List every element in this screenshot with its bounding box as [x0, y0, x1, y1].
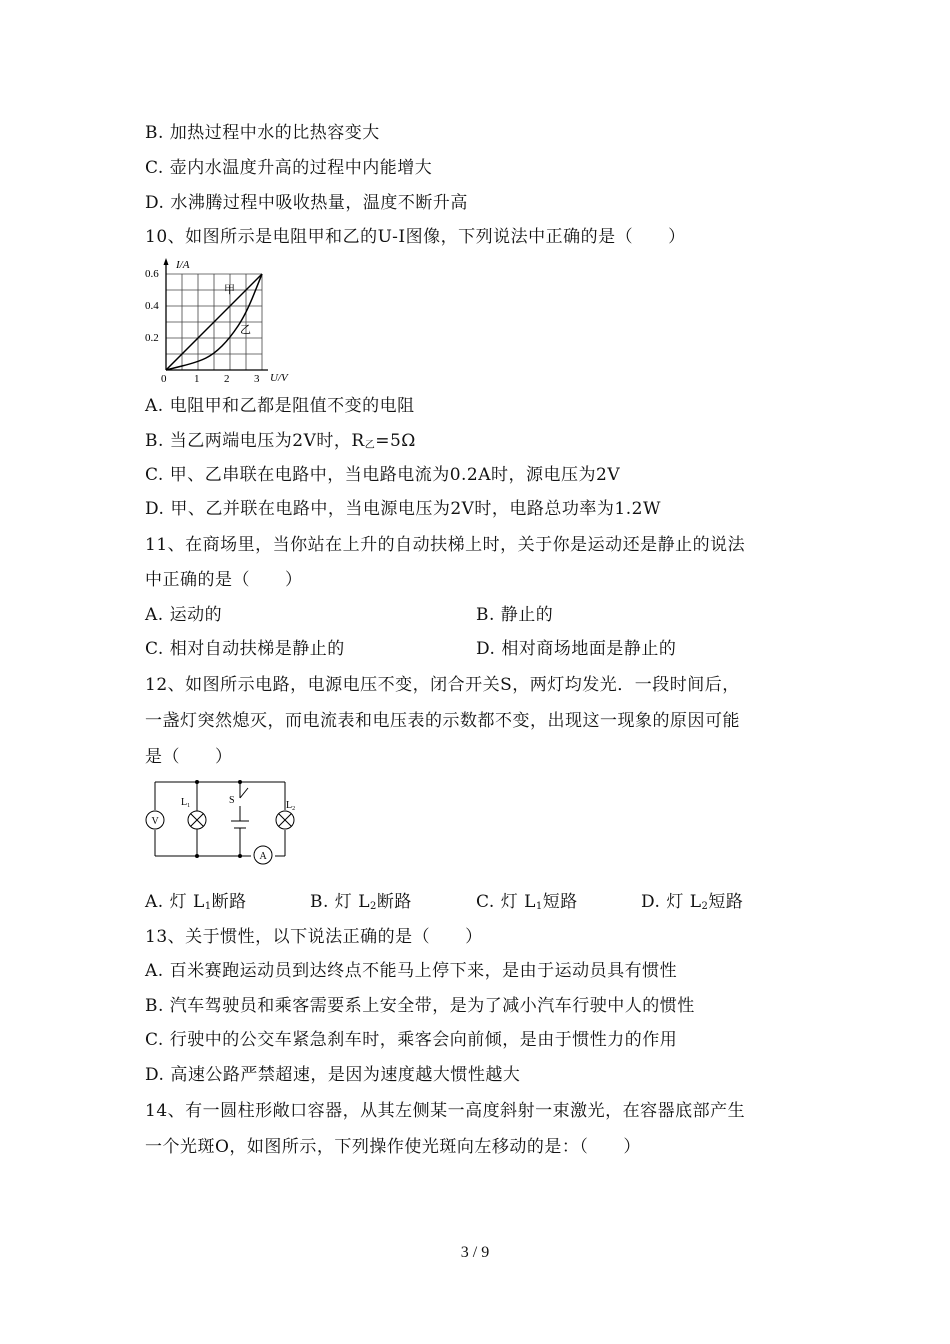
q12-option-c: C. 灯 $L_1$短路 [476, 892, 578, 912]
q12-option-d: D. 灯 $L_2$短路 [641, 892, 744, 912]
voltmeter-symbol [146, 811, 164, 829]
q13-option-a: A. 百米赛跑运动员到达终点不能马上停下来，是由于运动员具有惯性 [145, 961, 678, 981]
q9-option-b: B. 加热过程中水的比热容变大 [145, 123, 380, 143]
curve-label-yi: 乙 [240, 323, 251, 336]
q13-option-c: C. 行驶中的公交车紧急刹车时，乘客会向前倾，是由于惯性力的作用 [145, 1030, 678, 1050]
switch-label: S [229, 795, 235, 806]
q12-stem-line3: 是（ ） [145, 747, 233, 767]
q11-options-row2 [145, 638, 677, 660]
q11-stem-line1: 11、在商场里，当你站在上升的自动扶梯上时，关于你是运动还是静止的说法 [145, 535, 746, 555]
q12-stem-line1: 12、如图所示电路，电源电压不变，闭合开关S，两灯均发光．一段时间后， [145, 675, 740, 695]
q13-option-b: B. 汽车驾驶员和乘客需要系上安全带，是为了减小汽车行驶中人的惯性 [145, 996, 695, 1016]
q10-option-c: C. 甲、乙串联在电路中，当电路电流为0.2A时，源电压为2V [145, 465, 621, 485]
x-tick-2: 2 [224, 373, 230, 385]
q14-stem-line1: 14、有一圆柱形敞口容器，从其左侧某一高度斜射一束激光，在容器底部产生 [145, 1101, 746, 1121]
q14-stem-line2: 一个光斑O，如图所示，下列操作使光斑向左移动的是：（ ） [145, 1137, 641, 1157]
q9-option-d: D. 水沸腾过程中吸收热量，温度不断升高 [145, 193, 468, 213]
lamp-l2-symbol [276, 800, 295, 829]
lamp-l2-label: $L_2$ [286, 800, 296, 812]
q10-option-d: D. 甲、乙并联在电路中，当电源电压为2V时，电路总功率为1.2W [145, 499, 661, 519]
q11-options-row1 [145, 604, 554, 626]
y-tick-0-6: 0.6 [145, 268, 159, 280]
q13-stem: 13、关于惯性，以下说法正确的是（ ） [145, 927, 483, 947]
circuit-diagram [143, 778, 308, 868]
ammeter-symbol [254, 846, 272, 864]
q10-option-b: B. 当乙两端电压为2V时，$R_乙=5\Omega$ [145, 431, 416, 451]
origin-label: 0 [161, 373, 167, 385]
q11-option-c: C. 相对自动扶梯是静止的 [145, 639, 345, 659]
lamp-l1-label: $L_1$ [181, 797, 191, 809]
q13-option-d: D. 高速公路严禁超速，是因为速度越大惯性越大 [145, 1065, 521, 1085]
q11-stem-line2: 中正确的是（ ） [145, 570, 303, 590]
y-tick-0-2: 0.2 [145, 332, 159, 344]
y-axis-label: I/A [176, 259, 190, 271]
q12-option-a: A. 灯 $L_1$断路 [145, 892, 247, 912]
q11-option-d: D. 相对商场地面是静止的 [476, 639, 677, 659]
q11-option-a: A. 运动的 [145, 605, 223, 625]
x-tick-1: 1 [194, 373, 200, 385]
q10-stem: 10、如图所示是电阻甲和乙的U-I图像，下列说法中正确的是（ ） [145, 227, 686, 247]
x-axis-label: U/V [270, 372, 288, 384]
q10-option-a: A. 电阻甲和乙都是阻值不变的电阻 [145, 396, 415, 416]
ui-graph [140, 252, 310, 387]
x-tick-3: 3 [254, 373, 260, 385]
y-axis-arrow [164, 258, 169, 265]
q12-stem-line2: 一盏灯突然熄灭，而电流表和电压表的示数都不变，出现这一现象的原因可能 [145, 711, 740, 731]
ammeter-label: A [259, 851, 267, 862]
y-tick-0-4: 0.4 [145, 300, 159, 312]
lamp-l1-symbol [181, 797, 206, 829]
voltmeter-label: V [151, 816, 159, 827]
q12-option-b: B. 灯 $L_2$断路 [310, 892, 412, 912]
q11-option-b: B. 静止的 [476, 605, 554, 625]
curve-label-jia: 甲 [224, 283, 235, 296]
q9-option-c: C. 壶内水温度升高的过程中内能增大 [145, 158, 433, 178]
page-number: 3 / 9 [460, 1244, 490, 1261]
